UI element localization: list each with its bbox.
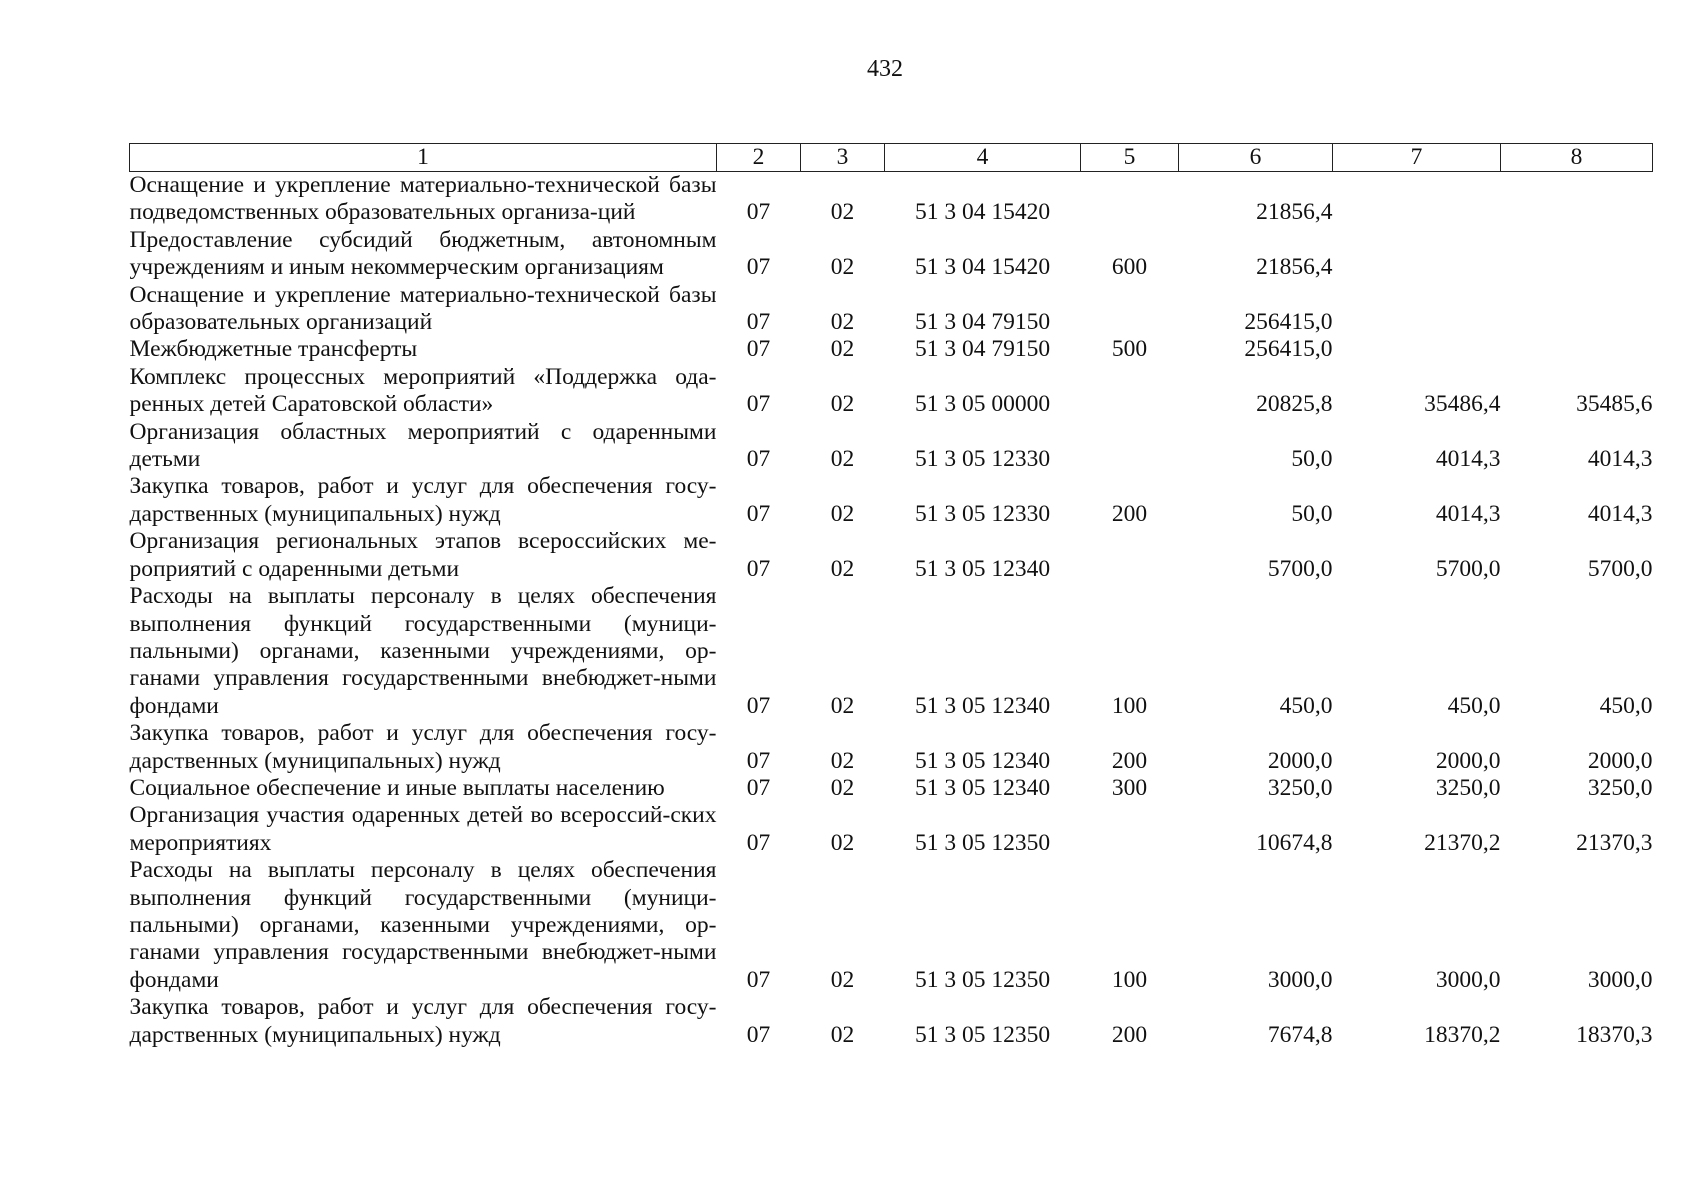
target-article-cell: 51 3 05 12340 <box>914 692 1051 719</box>
table-row <box>130 775 1653 802</box>
amount-col7-cell: 21370,2 <box>1424 829 1501 856</box>
expense-name-cell: Предоставление субсидий бюджетным, автономным учреждениям и иным некоммерческим организациям <box>129 226 717 281</box>
expense-name-cell: Межбюджетные трансферты <box>129 336 418 363</box>
section-code-cell: 07 <box>746 747 771 774</box>
table-row <box>130 528 1653 583</box>
expense-type-cell <box>1081 802 1179 857</box>
expense-name-cell: Организация областных мероприятий с одаренными детьми <box>129 418 717 473</box>
section-code-cell: 07 <box>746 254 771 281</box>
amount-col8-cell: 3250,0 <box>1587 774 1653 801</box>
amount-col7-cell: 3250,0 <box>1435 774 1501 801</box>
amount-col7-cell: 450,0 <box>1447 692 1501 719</box>
target-article-cell: 51 3 04 79150 <box>914 336 1051 363</box>
amount-col6-cell: 10674,8 <box>1256 829 1333 856</box>
expense-type-cell <box>1081 282 1179 337</box>
amount-col7-cell <box>1333 282 1501 337</box>
amount-col7-cell <box>1333 227 1501 282</box>
table-row <box>130 720 1653 775</box>
column-header-2: 2 <box>717 144 801 172</box>
expense-name-cell: Оснащение и укрепление материально-технической базы подведомственных образовательных организа-ций <box>129 172 717 226</box>
amount-col6-cell: 256415,0 <box>1244 309 1333 336</box>
subsection-code-cell: 02 <box>830 446 855 473</box>
target-article-cell: 51 3 05 12350 <box>914 1021 1051 1048</box>
section-code-cell: 07 <box>746 555 771 582</box>
section-code-cell: 07 <box>746 966 771 993</box>
amount-col8-cell <box>1501 172 1653 227</box>
expense-name-cell: Закупка товаров, работ и услуг для обеспечения госу-дарственных (муниципальных) нужд <box>129 473 717 527</box>
amount-col7-cell <box>1333 172 1501 227</box>
target-article-cell: 51 3 05 12340 <box>914 774 1051 801</box>
column-header-5: 5 <box>1081 144 1179 172</box>
table-row <box>130 802 1653 857</box>
expense-name-cell: Расходы на выплаты персоналу в целях обеспечения выполнения функций государственными (муници-пальными) органами, казенными учреждениями, ор-ганами управления государственными внебюджет-ными фондами <box>129 857 717 993</box>
amount-col8-cell <box>1501 282 1653 337</box>
amount-col8-cell: 35485,6 <box>1576 391 1653 418</box>
column-header-4: 4 <box>885 144 1081 172</box>
expense-type-cell: 200 <box>1111 747 1148 774</box>
subsection-code-cell: 02 <box>830 336 855 363</box>
table-row <box>130 994 1653 1049</box>
column-header-8: 8 <box>1501 144 1653 172</box>
target-article-cell: 51 3 05 12350 <box>914 966 1051 993</box>
expense-type-cell <box>1081 364 1179 419</box>
column-header-6: 6 <box>1179 144 1333 172</box>
section-code-cell: 07 <box>746 336 771 363</box>
subsection-code-cell: 02 <box>830 692 855 719</box>
expense-name-cell: Оснащение и укрепление материально-технической базы образовательных организаций <box>129 281 717 336</box>
expense-type-cell <box>1081 419 1179 474</box>
amount-col8-cell: 4014,3 <box>1587 446 1653 473</box>
table-row <box>130 857 1653 994</box>
table-row <box>130 583 1653 720</box>
table-body <box>130 172 1653 1050</box>
section-code-cell: 07 <box>746 1021 771 1048</box>
amount-col6-cell: 256415,0 <box>1244 336 1333 363</box>
expense-type-cell: 300 <box>1111 774 1148 801</box>
subsection-code-cell: 02 <box>830 829 855 856</box>
section-code-cell: 07 <box>746 829 771 856</box>
expense-type-cell: 600 <box>1111 254 1148 281</box>
target-article-cell: 51 3 04 15420 <box>914 254 1051 281</box>
section-code-cell: 07 <box>746 309 771 336</box>
column-header-7: 7 <box>1333 144 1501 172</box>
subsection-code-cell: 02 <box>830 966 855 993</box>
section-code-cell: 07 <box>746 199 771 226</box>
amount-col8-cell: 450,0 <box>1599 692 1653 719</box>
amount-col7-cell: 2000,0 <box>1435 747 1501 774</box>
table-row <box>130 172 1653 227</box>
amount-col6-cell: 21856,4 <box>1256 199 1333 226</box>
expense-name-cell: Закупка товаров, работ и услуг для обеспечения госу-дарственных (муниципальных) нужд <box>129 720 717 774</box>
expense-type-cell: 500 <box>1111 336 1148 363</box>
amount-col6-cell: 50,0 <box>1291 446 1333 473</box>
expense-name-cell: Социальное обеспечение и иные выплаты населению <box>129 774 665 801</box>
amount-col6-cell: 5700,0 <box>1267 555 1333 582</box>
table-row <box>130 419 1653 474</box>
subsection-code-cell: 02 <box>830 1021 855 1048</box>
amount-col7-cell: 4014,3 <box>1435 500 1501 527</box>
table-header <box>130 144 1653 172</box>
amount-col6-cell: 3250,0 <box>1267 774 1333 801</box>
amount-col6-cell: 3000,0 <box>1267 966 1333 993</box>
target-article-cell: 51 3 05 12330 <box>914 500 1051 527</box>
column-header-3: 3 <box>801 144 885 172</box>
amount-col8-cell: 21370,3 <box>1576 829 1653 856</box>
subsection-code-cell: 02 <box>830 500 855 527</box>
section-code-cell: 07 <box>746 500 771 527</box>
target-article-cell: 51 3 05 00000 <box>914 391 1051 418</box>
expense-type-cell <box>1081 528 1179 583</box>
amount-col8-cell: 18370,3 <box>1576 1021 1653 1048</box>
expense-type-cell: 200 <box>1111 500 1148 527</box>
expense-type-cell <box>1081 172 1179 227</box>
target-article-cell: 51 3 04 79150 <box>914 309 1051 336</box>
subsection-code-cell: 02 <box>830 747 855 774</box>
amount-col7-cell: 4014,3 <box>1435 446 1501 473</box>
amount-col7-cell: 35486,4 <box>1424 391 1501 418</box>
amount-col6-cell: 20825,8 <box>1256 391 1333 418</box>
section-code-cell: 07 <box>746 692 771 719</box>
amount-col8-cell <box>1501 227 1653 282</box>
amount-col8-cell: 2000,0 <box>1587 747 1653 774</box>
amount-col6-cell: 450,0 <box>1279 692 1333 719</box>
expense-name-cell: Комплекс процессных мероприятий «Поддержка ода-ренных детей Саратовской области» <box>129 363 717 418</box>
amount-col8-cell: 3000,0 <box>1587 966 1653 993</box>
section-code-cell: 07 <box>746 774 771 801</box>
page-number: 432 <box>867 56 903 82</box>
table-row <box>130 473 1653 528</box>
amount-col7-cell: 5700,0 <box>1435 555 1501 582</box>
amount-col8-cell: 5700,0 <box>1587 555 1653 582</box>
amount-col6-cell: 21856,4 <box>1256 254 1333 281</box>
target-article-cell: 51 3 05 12340 <box>914 555 1051 582</box>
table-row <box>130 336 1653 363</box>
expense-name-cell: Расходы на выплаты персоналу в целях обеспечения выполнения функций государственными (муници-пальными) органами, казенными учреждениями, ор-ганами управления государственными внебюджет-ными фондами <box>129 583 717 719</box>
expense-type-cell: 200 <box>1111 1021 1148 1048</box>
subsection-code-cell: 02 <box>830 555 855 582</box>
target-article-cell: 51 3 04 15420 <box>914 199 1051 226</box>
subsection-code-cell: 02 <box>830 774 855 801</box>
expense-name-cell: Закупка товаров, работ и услуг для обеспечения госу-дарственных (муниципальных) нужд <box>129 994 717 1048</box>
amount-col6-cell: 7674,8 <box>1267 1021 1333 1048</box>
target-article-cell: 51 3 05 12330 <box>914 446 1051 473</box>
target-article-cell: 51 3 05 12340 <box>914 747 1051 774</box>
target-article-cell: 51 3 05 12350 <box>914 829 1051 856</box>
expense-name-cell: Организация региональных этапов всероссийских ме-роприятий с одаренными детьми <box>129 528 717 582</box>
table-row <box>130 364 1653 419</box>
subsection-code-cell: 02 <box>830 254 855 281</box>
amount-col8-cell: 4014,3 <box>1587 500 1653 527</box>
budget-table <box>129 143 1653 1049</box>
amount-col6-cell: 2000,0 <box>1267 747 1333 774</box>
expense-type-cell: 100 <box>1111 692 1148 719</box>
amount-col7-cell: 18370,2 <box>1424 1021 1501 1048</box>
expense-type-cell: 100 <box>1111 966 1148 993</box>
section-code-cell: 07 <box>746 391 771 418</box>
subsection-code-cell: 02 <box>830 199 855 226</box>
amount-col8-cell <box>1501 336 1653 363</box>
amount-col7-cell <box>1333 336 1501 363</box>
expense-name-cell: Организация участия одаренных детей во всероссий-ских мероприятиях <box>129 802 717 856</box>
table-row <box>130 227 1653 282</box>
subsection-code-cell: 02 <box>830 391 855 418</box>
header-row <box>130 144 1653 172</box>
amount-col6-cell: 50,0 <box>1291 500 1333 527</box>
subsection-code-cell: 02 <box>830 309 855 336</box>
column-header-1: 1 <box>130 144 717 172</box>
section-code-cell: 07 <box>746 446 771 473</box>
table-row <box>130 282 1653 337</box>
amount-col7-cell: 3000,0 <box>1435 966 1501 993</box>
